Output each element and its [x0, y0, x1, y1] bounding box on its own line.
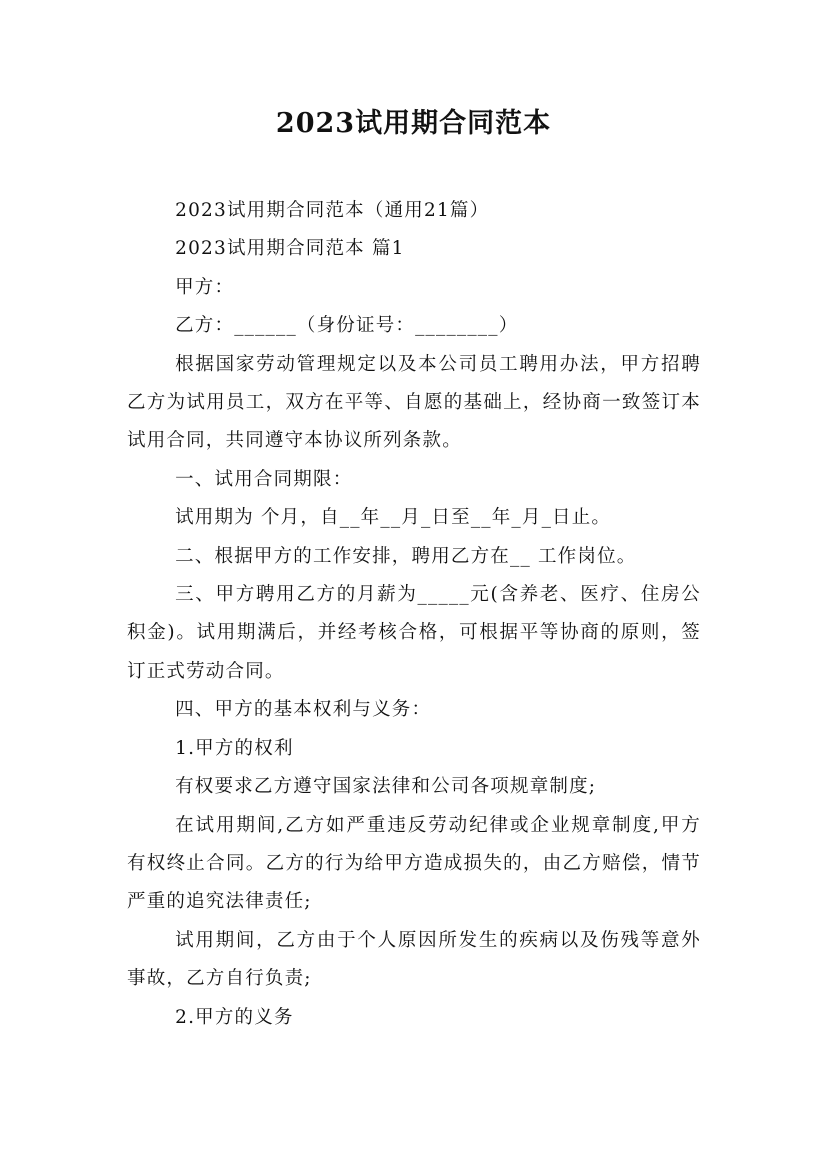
document-body [127, 192, 701, 1037]
paragraph-right-3: 试用期间，乙方由于个人原因所发生的疾病以及伤残等意外事故，乙方自行负责; [127, 929, 701, 990]
paragraph-clause-1-heading: 一、试用合同期限： [175, 468, 353, 490]
document-title: 2023试用期合同范本 [275, 108, 552, 139]
paragraph-section-heading: 2023试用期合同范本 篇1 [175, 238, 405, 260]
paragraph-rights-heading: 1.甲方的权利 [175, 737, 294, 759]
paragraph-party-b: 乙方：______（身份证号：________） [175, 315, 519, 337]
paragraph-right-2: 在试用期间,乙方如严重违反劳动纪律或企业规章制度,甲方有权终止合同。乙方的行为给甲方造成损失的，由乙方赔偿，情节严重的追究法律责任; [127, 814, 701, 913]
paragraph-clause-1-body: 试用期为 个月，自__年__月_日至__年_月_日止。 [175, 507, 612, 529]
paragraph-clause-3: 三、甲方聘用乙方的月薪为_____元(含养老、医疗、住房公积金)。试用期满后，并经考核合格，可根据平等协商的原则，签订正式劳动合同。 [127, 584, 701, 682]
paragraph-clause-2: 二、根据甲方的工作安排，聘用乙方在__ 工作岗位。 [175, 545, 637, 567]
paragraph-obligations-heading: 2.甲方的义务 [175, 1006, 294, 1028]
paragraph-preamble: 根据国家劳动管理规定以及本公司员工聘用办法，甲方招聘乙方为试用员工，双方在平等、自愿的基础上，经协商一致签订本试用合同，共同遵守本协议所列条款。 [127, 353, 701, 452]
paragraph-party-a: 甲方： [175, 276, 235, 298]
paragraph-subtitle: 2023试用期合同范本（通用21篇） [175, 200, 490, 221]
paragraph-right-1: 有权要求乙方遵守国家法律和公司各项规章制度; [175, 776, 597, 798]
paragraph-clause-4-heading: 四、甲方的基本权利与义务： [175, 699, 432, 721]
